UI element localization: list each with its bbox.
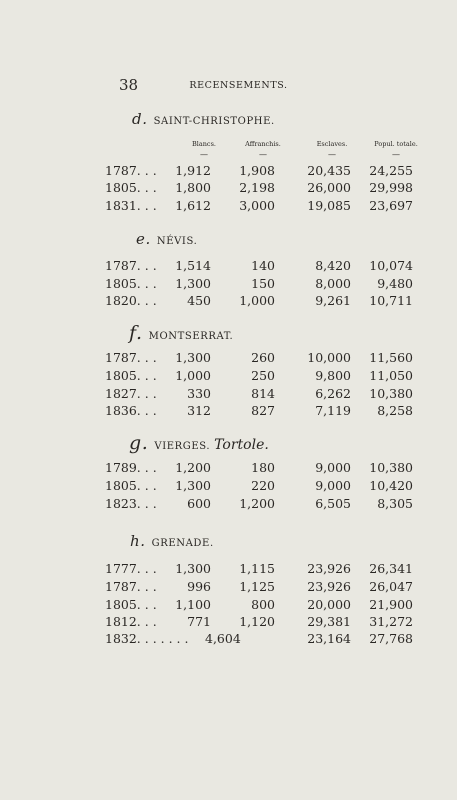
page-header	[0, 76, 457, 96]
section-letter: d.	[132, 110, 148, 128]
section-heading	[136, 230, 197, 248]
table-row	[0, 368, 457, 385]
section-letter: h.	[130, 532, 146, 550]
table-row	[0, 180, 457, 197]
section-letter: f.	[129, 322, 143, 344]
table-row	[0, 496, 457, 513]
population-cell: 11,560	[369, 350, 413, 365]
population-cell: 10,711	[369, 293, 413, 308]
column-header-affranchis: Affranchis.	[245, 140, 281, 148]
column-rule: —	[259, 150, 267, 159]
year-cell: 1831. . .	[105, 198, 157, 213]
affranchis-cell: 220	[251, 478, 275, 493]
population-cell: 29,998	[369, 180, 413, 195]
population-cell: 8,305	[377, 496, 413, 511]
population-cell: 9,480	[377, 276, 413, 291]
esclaves-cell: 29,381	[307, 614, 351, 629]
affranchis-cell: 180	[251, 460, 275, 475]
table-row	[0, 478, 457, 495]
blancs-cell: 1,100	[175, 597, 211, 612]
esclaves-cell: 6,505	[315, 496, 351, 511]
affranchis-cell: 150	[251, 276, 275, 291]
blancs-cell: 1,300	[175, 478, 211, 493]
table-row	[0, 293, 457, 310]
population-cell: 21,900	[369, 597, 413, 612]
section-name: GRENADE.	[151, 538, 214, 549]
population-cell: 10,420	[369, 478, 413, 493]
table-row	[0, 163, 457, 180]
column-rule: —	[328, 150, 336, 159]
page-number: 38	[119, 76, 139, 94]
affranchis-cell: 260	[251, 350, 275, 365]
esclaves-cell: 9,000	[315, 478, 351, 493]
table-row	[0, 350, 457, 367]
population-cell: 10,074	[369, 258, 413, 273]
esclaves-cell: 26,000	[307, 180, 351, 195]
column-header-esclaves: Esclaves.	[316, 140, 348, 148]
blancs-cell: 1,000	[175, 368, 211, 383]
esclaves-cell: 8,000	[315, 276, 351, 291]
year-cell: 1805. . .	[105, 478, 157, 493]
esclaves-cell: 6,262	[315, 386, 351, 401]
blancs-cell: 1,200	[175, 460, 211, 475]
population-cell: 10,380	[369, 460, 413, 475]
esclaves-cell: 9,800	[315, 368, 351, 383]
year-cell: 1812. . .	[105, 614, 157, 629]
year-cell: 1787. . .	[105, 258, 157, 273]
section-subtitle: Tortole.	[214, 437, 269, 453]
table-row	[0, 198, 457, 215]
affranchis-cell: 800	[251, 597, 275, 612]
population-cell: 8,258	[377, 403, 413, 418]
section-name: SAINT-CHRISTOPHE.	[153, 116, 275, 127]
esclaves-cell: 23,926	[307, 579, 351, 594]
esclaves-cell: 23,926	[307, 561, 351, 576]
affranchis-cell: 1,120	[239, 614, 275, 629]
population-cell: 31,272	[369, 614, 413, 629]
blancs-cell: 1,300	[175, 350, 211, 365]
affranchis-cell: 1,125	[239, 579, 275, 594]
section-heading	[129, 432, 269, 454]
blancs-cell: 771	[187, 614, 211, 629]
table-row	[0, 403, 457, 420]
column-rule: —	[200, 150, 208, 159]
table-row	[0, 386, 457, 403]
section-name: NÉVIS.	[156, 236, 198, 247]
population-cell: 23,697	[369, 198, 413, 213]
affranchis-cell: 1,200	[239, 496, 275, 511]
column-header-population: Popul. totale.	[374, 140, 418, 148]
year-cell: 1805. . .	[105, 368, 157, 383]
esclaves-cell: 10,000	[307, 350, 351, 365]
blancs-cell: 1,912	[175, 163, 211, 178]
esclaves-cell: 23,164	[307, 631, 351, 646]
affranchis-cell: 827	[251, 403, 275, 418]
year-cell: 1777. . .	[105, 561, 157, 576]
blancs-cell: 1,300	[175, 276, 211, 291]
affranchis-cell: 250	[251, 368, 275, 383]
year-cell: 1805. . .	[105, 180, 157, 195]
blancs-affranchis-cell: 4,604	[205, 631, 241, 646]
esclaves-cell: 8,420	[315, 258, 351, 273]
table-row	[0, 597, 457, 614]
blancs-cell: 1,800	[175, 180, 211, 195]
affranchis-cell: 1,908	[239, 163, 275, 178]
table-row	[0, 614, 457, 631]
column-header-blancs: Blancs.	[192, 140, 216, 148]
running-title: RECENSEMENTS.	[189, 80, 288, 91]
section-letter: g.	[129, 432, 149, 454]
population-cell: 26,341	[369, 561, 413, 576]
esclaves-cell: 9,261	[315, 293, 351, 308]
esclaves-cell: 20,000	[307, 597, 351, 612]
blancs-cell: 450	[187, 293, 211, 308]
year-cell: 1836. . .	[105, 403, 157, 418]
esclaves-cell: 20,435	[307, 163, 351, 178]
year-cell: 1787. . .	[105, 350, 157, 365]
table-row	[0, 276, 457, 293]
blancs-cell: 1,514	[175, 258, 211, 273]
section-name: MONTSERRAT.	[148, 331, 234, 342]
section-heading	[132, 110, 275, 128]
blancs-cell: 1,612	[175, 198, 211, 213]
population-cell: 24,255	[369, 163, 413, 178]
esclaves-cell: 7,119	[315, 403, 351, 418]
table-row	[0, 460, 457, 477]
population-cell: 10,380	[369, 386, 413, 401]
esclaves-cell: 9,000	[315, 460, 351, 475]
population-cell: 27,768	[369, 631, 413, 646]
year-cell: 1787. . .	[105, 163, 157, 178]
affranchis-cell: 814	[251, 386, 275, 401]
affranchis-cell: 1,115	[239, 561, 275, 576]
esclaves-cell: 19,085	[307, 198, 351, 213]
section-heading	[130, 532, 214, 550]
blancs-cell: 600	[187, 496, 211, 511]
table-row-combined	[0, 631, 457, 648]
year-cell: 1827. . .	[105, 386, 157, 401]
year-cell: 1805. . .	[105, 276, 157, 291]
affranchis-cell: 1,000	[239, 293, 275, 308]
section-name: VIERGES.	[154, 441, 211, 452]
year-cell: 1832. . . . . . .	[105, 631, 189, 646]
section-letter: e.	[136, 230, 151, 248]
year-cell: 1820. . .	[105, 293, 157, 308]
table-row	[0, 579, 457, 596]
affranchis-cell: 2,198	[239, 180, 275, 195]
blancs-cell: 1,300	[175, 561, 211, 576]
population-cell: 26,047	[369, 579, 413, 594]
year-cell: 1805. . .	[105, 597, 157, 612]
affranchis-cell: 3,000	[239, 198, 275, 213]
year-cell: 1823. . .	[105, 496, 157, 511]
blancs-cell: 312	[187, 403, 211, 418]
affranchis-cell: 140	[251, 258, 275, 273]
year-cell: 1787. . .	[105, 579, 157, 594]
table-row	[0, 561, 457, 578]
year-cell: 1789. . .	[105, 460, 157, 475]
population-cell: 11,050	[369, 368, 413, 383]
section-heading	[129, 322, 233, 344]
blancs-cell: 330	[187, 386, 211, 401]
blancs-cell: 996	[187, 579, 211, 594]
table-row	[0, 258, 457, 275]
column-rule: —	[392, 150, 400, 159]
